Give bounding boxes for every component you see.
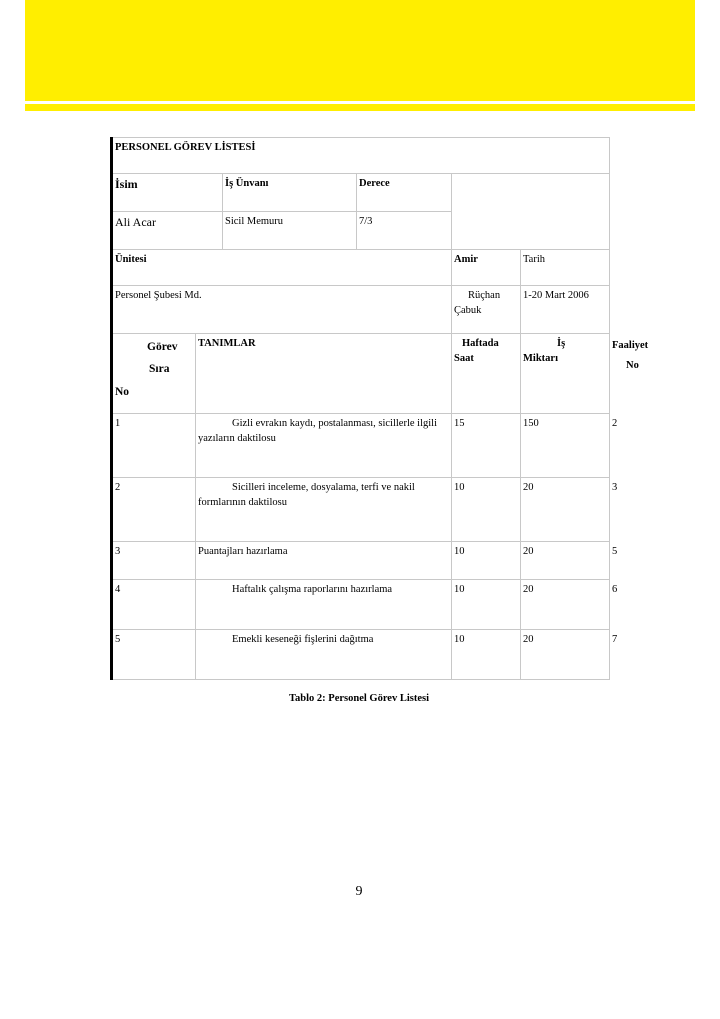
seq-header-line3: No [115, 385, 130, 398]
table-title: PERSONEL GÖREV LİSTESİ [112, 138, 610, 174]
table-row: 4 Haftalık çalışma raporlarını hazırlama 10 20 6 [112, 580, 610, 630]
grade-label: Derece [357, 174, 452, 212]
table-row: 1 Gizli evrakın kaydı, postalanması, sicillerle ilgili yazıların daktilosu 15 150 2 [112, 414, 610, 478]
amount-header-line1: İş [557, 338, 566, 349]
task-hours: 10 [452, 478, 521, 542]
task-hours: 10 [452, 580, 521, 630]
date-label: Tarih [521, 250, 610, 286]
hours-header-line1: Haftada [462, 338, 499, 349]
seq-header-line1: Görev [147, 341, 178, 353]
seq-header [112, 334, 196, 414]
task-amount: 20 [521, 478, 610, 542]
page-number: 9 [355, 884, 363, 899]
hours-header-line2: Saat [454, 353, 474, 365]
task-no: 3 [112, 542, 196, 580]
task-description [196, 580, 452, 630]
supervisor-label: Amir [452, 250, 521, 286]
employee-date: 1-20 Mart 2006 [521, 286, 610, 334]
task-description-first: Haftalık çalışma [232, 584, 302, 595]
supervisor-first-name: Rüçhan [468, 290, 501, 301]
task-hours: 10 [452, 542, 521, 580]
supervisor-last-name: Çabuk [454, 305, 482, 317]
amount-header [521, 334, 610, 414]
table-row: 2 Sicilleri inceleme, dosyalama, terfi ve nakil formlarının daktilosu 10 20 3 [112, 478, 610, 542]
job-title-label: İş Ünvanı [223, 174, 357, 212]
table-caption: Tablo 2: Personel Görev Listesi [289, 693, 429, 704]
task-description-first: Sicilleri inceleme, [232, 482, 309, 493]
activity-header-line2: No [626, 359, 639, 371]
task-amount: 20 [521, 630, 610, 680]
task-description-rest: postalanması, sicillerle ilgili yazıların daktilosu [198, 418, 437, 445]
personnel-duty-table: PERSONEL GÖREV LİSTESİ İsim İş Ünvanı Derece Ali Acar Sicil Memuru 7/3 Ünitesi Amir Tarih Personel Şubesi Md. Rüçhan Çabuk 1-20 Mart 2006 Görev Sıra No TANIMLAR Haftada Saat İş Miktarı Faaliyet No 1 Gizli evrakın kaydı, postalanması, sicillerle ilgili yazıların daktilosu 15 150 2 2 Sicilleri inceleme, dosyalama, terfi ve nakil formlarının daktilosu 10 20 3 3 Puantajları hazırlama 10 20 5 4 Haftalık çalışma raporlarını hazırlama 10 20 6 5 Emekli keseneği fişlerini dağıtma 10 20 7 [110, 137, 610, 680]
task-no: 4 [112, 580, 196, 630]
definitions-header: TANIMLAR [196, 334, 452, 414]
header-band [25, 0, 695, 101]
task-no: 1 [112, 414, 196, 478]
task-description-rest: raporlarını hazırlama [303, 584, 393, 595]
empty-cell [452, 174, 610, 250]
task-no: 2 [112, 478, 196, 542]
task-description: Puantajları hazırlama [196, 542, 452, 580]
task-amount: 150 [521, 414, 610, 478]
task-hours: 15 [452, 414, 521, 478]
task-amount: 20 [521, 580, 610, 630]
task-description [196, 478, 452, 542]
seq-header-line2: Sıra [149, 363, 170, 376]
table-row: 5 Emekli keseneği fişlerini dağıtma 10 20 7 [112, 630, 610, 680]
employee-name: Ali Acar [112, 212, 223, 250]
unit-label: Ünitesi [112, 250, 452, 286]
task-description-rest: fişlerini dağıtma [304, 634, 374, 645]
task-no: 5 [112, 630, 196, 680]
task-hours: 10 [452, 630, 521, 680]
task-description-first: Emekli keseneği [232, 634, 302, 645]
amount-header-line2: Miktarı [523, 353, 558, 365]
employee-supervisor [452, 286, 521, 334]
header-rule [25, 104, 695, 111]
task-amount: 20 [521, 542, 610, 580]
task-description [196, 630, 452, 680]
task-description-rest: dosyalama, terfi ve nakil formlarının daktilosu [198, 482, 415, 509]
employee-grade: 7/3 [357, 212, 452, 250]
task-description-first: Gizli evrakın kaydı, [232, 418, 316, 429]
employee-job-title: Sicil Memuru [223, 212, 357, 250]
task-description [196, 414, 452, 478]
table-row: 3 Puantajları hazırlama 10 20 5 [112, 542, 610, 580]
hours-header [452, 334, 521, 414]
name-label: İsim [112, 174, 223, 212]
employee-unit: Personel Şubesi Md. [112, 286, 452, 334]
